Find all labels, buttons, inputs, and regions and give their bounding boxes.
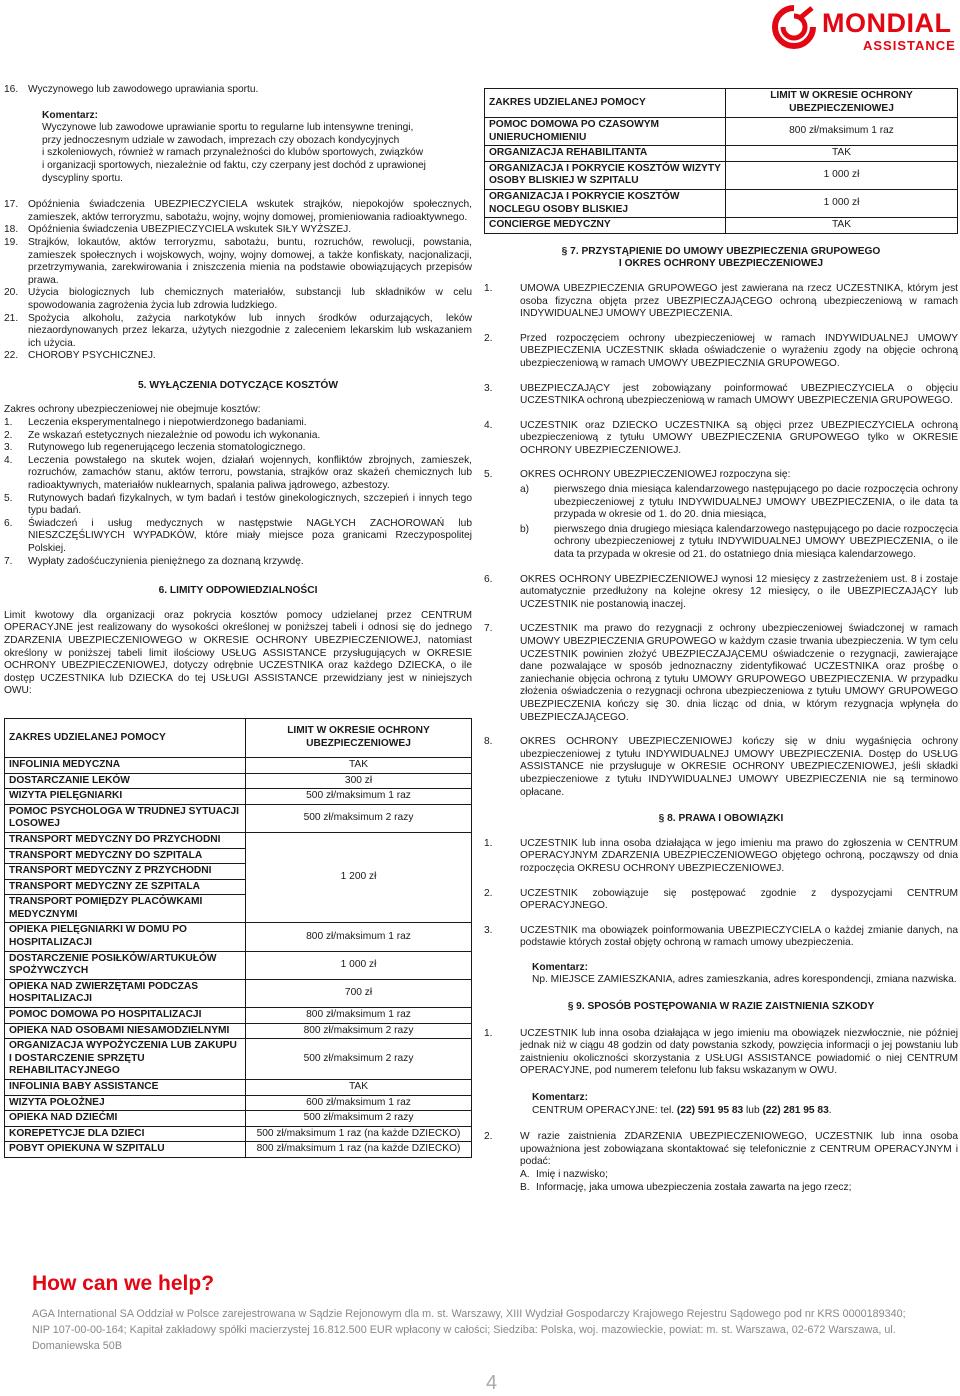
table-row: INFOLINIA BABY ASSISTANCE TAK: [5, 1080, 472, 1096]
brand-name: MONDIAL: [822, 8, 952, 38]
section-7-list: [484, 283, 958, 799]
right-column: [484, 88, 958, 1194]
list-item: 1. Leczenia eksperymentalnego i niepotwierdzonego badaniami.: [4, 417, 307, 429]
phone-number: (22) 281 95 83: [762, 1104, 829, 1116]
table-row: ORGANIZACJA I POKRYCIE KOSZTÓW NOCLEGU OSOBY BLISKIEJ 1 000 zł: [485, 189, 958, 217]
list-item: 7. UCZESTNIK ma prawo do rezygnacji z ochrony ubezpieczeniowej świadczonej w ramach UMOWY UBEZPIECZENIA GRUPOWEGO w każdym czasie trwania ubezpieczenia. W tym celu UCZESTNIK powinien złożyć UBEZPIECZAJĄCEMU oświadczenie o rezygnacji, zawierające dane pozwalające w sposób jednoznaczny zidentyfikować UCZESTNIKA oraz prośbę o zaniechanie objęcia ochroną z tytułu UMOWY GRUPOWEGO UBEZPIECZENIA. W przypadku złożenia oświadczenia o rezygnacji ochrona ubezpieczeniowa z tytułu UMOWY GRUPOWEGO UBEZPIECZENIA kończy się 30. dnia licząc od dnia, w którym rezygnacja wpłynęła do UBEZPIECZAJĄCEGO.: [484, 623, 958, 723]
table-row: POMOC DOMOWA PO HOSPITALIZACJI 800 zł/maksimum 1 raz: [5, 1008, 472, 1024]
table-row: INFOLINIA MEDYCZNA TAK: [5, 757, 472, 773]
list-item: 21. Spożycia alkoholu, zażycia narkotyków lub innych środków odurzających, leków niezaordynowanych przez lekarza, użytych niezgodnie z zaleceniem lekarskim lub wskazaniem ich użycia.: [4, 312, 472, 349]
list-item: 2. UCZESTNIK zobowiązuje się postępować zgodnie z dyspozycjami CENTRUM OPERACYJNEGO.: [484, 887, 958, 912]
list-item: 3. UBEZPIECZAJĄCY jest zobowiązany poinformować UBEZPIECZYCIELA o objęciu UCZESTNIKA ochroną ubezpieczeniową w ramach UMOWY UBEZPIECZENIA GRUPOWEGO.: [484, 382, 958, 407]
comment-label: Komentarz:: [42, 109, 99, 121]
table-row: OPIEKA NAD OSOBAMI NIESAMODZIELNYMI 800 zł/maksimum 2 razy: [5, 1023, 472, 1039]
sub-item: A. Imię i nazwisko;: [520, 1169, 608, 1180]
list-item: 19. Strajków, lokautów, aktów terroryzmu, sabotażu, buntu, rozruchów, rewolucji, powstania, zamieszek społecznych i wojskowych, wojny, wojny domowej, a także konfiskaty, nacjonalizacji, przetrzymywania, zarekwirowania i zniszczenia mienia na podstawie obowiązujących przepisów prawa.: [4, 236, 472, 286]
table-header: ZAKRES UDZIELANEJ POMOCY LIMIT W OKRESIE OCHRONY UBEZPIECZENIOWEJ: [5, 718, 472, 757]
help-heading: How can we help?: [32, 1272, 215, 1295]
table-row: ORGANIZACJA WYPOŻYCZENIA LUB ZAKUPU I DOSTARCZENIE SPRZĘTU REHABILITACYJNEGO 500 zł/maksimum 2 razy: [5, 1039, 472, 1080]
section-8-list: [484, 838, 958, 950]
footer: AGA International SA Oddział w Polsce zarejestrowana w Sądzie Rejonowym dla m. st. Warszawy, XIII Wydział Gospodarczy Krajowego Rejestru Sądowego pod nr KRS 0000189340; NIP 107-00-00-164; Kapitał zakładowy spółki macierzystej 16.812.500 EUR wpłacony w całości; Siedziba: Polska, woj. mazowieckie, powiat: m. st. Warszawa, 02-672 Warszawa, ul. Domaniewska 50B: [32, 1308, 906, 1352]
table-row: WIZYTA POŁOŻNEJ 600 zł/maksimum 1 raz: [5, 1095, 472, 1111]
list-item: 8. OKRES OCHRONY UBEZPIECZENIOWEJ kończy się w dniu wygaśnięcia ochrony ubezpieczeniowej z tytułu INDYWIDUALNEJ UMOWY UBEZPIECZENIA. Dostęp do USŁUG ASSISTANCE nie przysługuje w OKRESIE OCHRONY UBEZPIECZENIOWEJ, jeśli składki ubezpieczeniowe z tytułu INDYWIDUALNEJ UMOWY UBEZPIECZENIA nie są terminowo opłacane.: [484, 736, 958, 798]
section-5-intro: Zakres ochrony ubezpieczeniowej nie obejmuje kosztów:: [4, 404, 261, 416]
list-item: 5. OKRES OCHRONY UBEZPIECZENIOWEJ rozpoczyna się: a) pierwszego dnia miesiąca kalendarzowego następującego po dacie rozpoczęcia ochrony ubezpieczeniowej z tytułu INDYWIDUALNEJ UMOWY UBEZPIECZENIA, o ile data ta przypada w okresie od 1. do 20. dnia miesiąca, b) pierwszego dnia drugiego miesiąca kalendarzowego następującego po dacie rozpoczęcia ochrony ubezpieczeniowej z tytułu INDYWIDUALNEJ UMOWY UBEZPIECZENIA, o ile data ta przypada w okresie od 21. do ostatniego dnia miesiąca kalendarzowego.: [484, 469, 958, 561]
table-row: KOREPETYCJE DLA DZIECI 500 zł/maksimum 1 raz (na każde DZIECKO): [5, 1126, 472, 1142]
table-row: ORGANIZACJA I POKRYCIE KOSZTÓW WIZYTY OSOBY BLISKIEJ W SZPITALU 1 000 zł: [485, 161, 958, 189]
sub-item: B. Informację, jaka umowa ubezpieczenia została zawarta na jego rzecz;: [520, 1181, 852, 1193]
section-6-intro: Limit kwotowy dla organizacji oraz pokrycia kosztów pomocy udzielanej przez CENTRUM OPERACYJNE jest realizowany do wysokości określonej w poniższej tabeli i odnosi się do jednego ZDARZENIA UBEZPIECZENIOWEGO w OKRESIE OCHRONY UBEZPIECZENIOWEJ, natomiast określony w poniższej tabeli limit ilościowy USŁUG ASSISTANCE przysługujących w OKRESIE OCHRONY UBEZPIECZENIOWEJ, dotyczy odrębnie UCZESTNIKA oraz każdego DZIECKA, o ile dostęp UCZESTNIKA lub DZIECKA do tej USŁUGI ASSISTANCE przewidziany jest w niniejszych OWU:: [4, 609, 472, 697]
table-row: CONCIERGE MEDYCZNY TAK: [485, 218, 958, 234]
comment-block: Komentarz: CENTRUM OPERACYJNE: tel. (22) 591 95 83 lub (22) 281 95 83.: [532, 1092, 832, 1116]
table-row: TRANSPORT MEDYCZNY DO PRZYCHODNI 1 200 zł: [5, 832, 472, 848]
left-column: [4, 84, 472, 1158]
list-item: 4. UCZESTNIK oraz DZIECKO UCZESTNIKA są objęci przez UBEZPIECZYCIELA ochroną ubezpieczeniową z tytułu UMOWY UBEZPIECZENIA GRUPOWEGO tylko w OKRESIE OCHRONY UBEZPIECZENIOWEJ.: [484, 419, 958, 456]
comment-block: Komentarz: Wyczynowe lub zawodowe uprawianie sportu to regularne lub intensywne treningi, przy jednoczesnym udziale w zawodach, imprezach czy obozach kondycyjnych i szkoleniowych, również w ramach przynależności do klubów sportowych, związków i organizacji sportowych, niezależnie od faktu, czy czerpany jest dochód z uprawionej dyscypliny sportu.: [42, 110, 472, 186]
list-item: 1. UCZESTNIK lub inna osoba działająca w jego imieniu ma obowiązek niezwłocznie, nie później jednak niż w ciągu 48 godzin od daty powstania szkody, powzięcia informacji o jej powstaniu lub zaistnieniu okoliczności skorzystania z USŁUGI ASSISTANCE powiadomić o niej CENTRUM OPERACYJNE, pod numerem telefonu lub faksu wskazanym w OWU.: [484, 1027, 958, 1077]
limits-table: [4, 718, 472, 1158]
list-item: 1. UCZESTNIK lub inna osoba działająca w jego imieniu ma prawo do zgłoszenia w CENTRUM OPERACYJNYM ZDARZENIA UBEZPIECZENIOWEGO objętego ochroną, począwszy od dnia rozpoczęcia OKRESU OCHRONY UBEZPIECZENIOWEJ.: [484, 837, 958, 874]
list-item: 20. Użycia biologicznych lub chemicznych materiałów, substancji lub składników w celu spowodowania zagrożenia życia lub zdrowia ludzkiego.: [4, 287, 472, 311]
table-row: POBYT OPIEKUNA W SZPITALU 800 zł/maksimum 1 raz (na każde DZIECKO): [5, 1142, 472, 1158]
table-row: ORGANIZACJA REHABILITANTA TAK: [485, 146, 958, 162]
list-item: 18. Opóźnienia świadczenia UBEZPIECZYCIELA wskutek SIŁY WYŻSZEJ.: [4, 224, 352, 236]
table-row: TRANSPORT POMIĘDZY PLACÓWKAMI MEDYCZNYMI: [5, 895, 472, 923]
comment-block: Komentarz: Np. MIEJSCE ZAMIESZKANIA, adres zamieszkania, adres korespondencji, zmiana nazwiska.: [532, 961, 957, 986]
section-8-title: § 8. PRAWA I OBOWIĄZKI: [658, 813, 784, 825]
section-7-title: § 7. PRZYSTĄPIENIE DO UMOWY UBEZPIECZENIA GRUPOWEGO I OKRES OCHRONY UBEZPIECZENIOWEJ: [561, 245, 881, 270]
sub-item: b) pierwszego dnia drugiego miesiąca kalendarzowego następującego po dacie rozpoczęcia ochrony ubezpieczeniowej z tytułu INDYWIDUALNEJ UMOWY UBEZPIECZENIA, o ile data ta przypada w okresie od 21. do ostatniego dnia miesiąca kalendarzowego.: [520, 523, 958, 561]
table-row: OPIEKA NAD DZIEĆMI 500 zł/maksimum 2 razy: [5, 1111, 472, 1127]
section-9-title: § 9. SPOSÓB POSTĘPOWANIA W RAZIE ZAISTNIENIA SZKODY: [567, 1001, 875, 1013]
list-item: 6. OKRES OCHRONY UBEZPIECZENIOWEJ wynosi 12 miesięcy z zastrzeżeniem ust. 8 i zostaje automatycznie przedłużony na kolejne okresy 12 miesięcy, o ile UBEZPIECZAJĄCY lub UCZESTNIK nie postanowią inaczej.: [484, 573, 958, 610]
brand-sub: ASSISTANCE: [863, 38, 956, 53]
table-row: TRANSPORT MEDYCZNY Z PRZYCHODNI: [5, 864, 472, 880]
table-header: ZAKRES UDZIELANEJ POMOCY LIMIT W OKRESIE OCHRONY UBEZPIECZENIOWEJ: [485, 89, 958, 118]
costs-list: [4, 417, 472, 568]
list-item: 2. Ze wskazań estetycznych niezależnie od powodu ich wykonania.: [4, 429, 321, 441]
list-item: 2. W razie zaistnienia ZDARZENIA UBEZPIECZENIOWEGO, UCZESTNIK lub inna osoba upoważniona jest zobowiązana skontaktować się telefonicznie z CENTRUM OPERACYJNYM i podać: A. Imię i nazwisko; B. Informację, jaka umowa ubezpieczenia została zawarta na jego rzecz;: [484, 1131, 958, 1193]
list-item: 17. Opóźnienia świadczenia UBEZPIECZYCIELA wskutek strajków, niepokojów społecznych, zamieszek, aktów terroryzmu, sabotażu, wojny, wojny domowej, promieniowania radioaktywnego.: [4, 199, 472, 223]
phone-number: (22) 591 95 83: [676, 1104, 744, 1116]
list-item: 22. CHOROBY PSYCHICZNEJ.: [4, 350, 156, 362]
table-row: DOSTARCZANIE LEKÓW 300 zł: [5, 773, 472, 789]
list-item: 6. Świadczeń i usług medycznych w następstwie NAGŁYCH ZACHOROWAŃ lub NIESZCZĘŚLIWYCH WYPADKÓW, które miały miejsce poza granicami Rzeczypospolitej Polskiej.: [4, 517, 472, 554]
table-row: TRANSPORT MEDYCZNY DO SZPITALA: [5, 848, 472, 864]
list-item: 7. Wypłaty zadośćuczynienia pieniężnego za doznaną krzywdę.: [4, 555, 304, 567]
list-item: 16. Wyczynowego lub zawodowego uprawiania sportu.: [4, 84, 259, 95]
list-item: 1. UMOWA UBEZPIECZENIA GRUPOWEGO jest zawierana na rzecz UCZESTNIKA, którym jest osoba fizyczna objęta przez UBEZPIECZAJĄCEGO ochroną ubezpieczeniową w ramach INDYWIDUALNEJ UMOWY UBEZPIECZENIA.: [484, 282, 958, 320]
table-row: OPIEKA NAD ZWIERZĘTAMI PODCZAS HOSPITALIZACJI 700 zł: [5, 979, 472, 1007]
list-item: 3. Rutynowego lub regenerującego leczenia stomatologicznego.: [4, 442, 306, 454]
section-9-list-2: [484, 1131, 958, 1194]
page-number: 4: [486, 1372, 498, 1394]
table-row: POMOC DOMOWA PO CZASOWYM UNIERUCHOMIENIU 800 zł/maksimum 1 raz: [485, 118, 958, 146]
table-row: OPIEKA PIELĘGNIARKI W DOMU PO HOSPITALIZACJI 800 zł/maksimum 1 raz: [5, 923, 472, 951]
section-9-list: [484, 1028, 958, 1078]
mondial-assistance-logo: [770, 4, 960, 54]
section-5-title: 5. WYŁĄCZENIA DOTYCZĄCE KOSZTÓW: [138, 379, 338, 391]
list-item: 4. Leczenia powstałego na skutek wojen, działań wojennych, konfliktów zbrojnych, zamieszek, rozruchów, zamachów stanu, aktów terroru, powstania, strajków oraz skażeń chemicznych lub radioaktywnych, materiałów nuklearnych, spalania paliwa jądrowego, azbestozy.: [4, 454, 472, 492]
mondial-globe-icon: [770, 4, 818, 50]
table-row: DOSTARCZENIE POSIŁKÓW/ARTUKUŁÓW SPOŻYWCZYCH 1 000 zł: [5, 951, 472, 979]
section-6-title: 6. LIMITY ODPOWIEDZIALNOŚCI: [158, 585, 318, 597]
table-row: POMOC PSYCHOLOGA W TRUDNEJ SYTUACJI LOSOWEJ 500 zł/maksimum 2 razy: [5, 804, 472, 832]
limits-table-continued: [484, 88, 958, 234]
sub-item: a) pierwszego dnia miesiąca kalendarzowego następującego po dacie rozpoczęcia ochrony ubezpieczeniowej z tytułu INDYWIDUALNEJ UMOWY UBEZPIECZENIA, o ile data ta przypada w okresie od 1. do 20. dnia miesiąca,: [520, 484, 958, 521]
list-item: 5. Rutynowych badań fizykalnych, w tym badań i testów ginekologicznych, szczepień i innych tego typu badań.: [4, 492, 472, 517]
table-row: WIZYTA PIELĘGNIARKI 500 zł/maksimum 1 raz: [5, 789, 472, 805]
list-item: 3. UCZESTNIK ma obowiązek poinformowania UBEZPIECZYCIELA o każdej zmianie danych, na podstawie których został objęty ochroną w ramach umowy ubezpieczenia.: [484, 924, 958, 949]
exclusions-list: [4, 199, 472, 363]
list-item: 2. Przed rozpoczęciem ochrony ubezpieczeniowej w ramach INDYWIDUALNEJ UMOWY UBEZPIECZENIA UCZESTNIK składa oświadczenie o wyrażeniu zgody na objęcie ochroną ubezpieczeniową w ramach UMOWY UBEZPIECZNIA GRUPOWEGO.: [484, 332, 958, 369]
table-row: TRANSPORT MEDYCZNY ZE SZPITALA: [5, 879, 472, 895]
